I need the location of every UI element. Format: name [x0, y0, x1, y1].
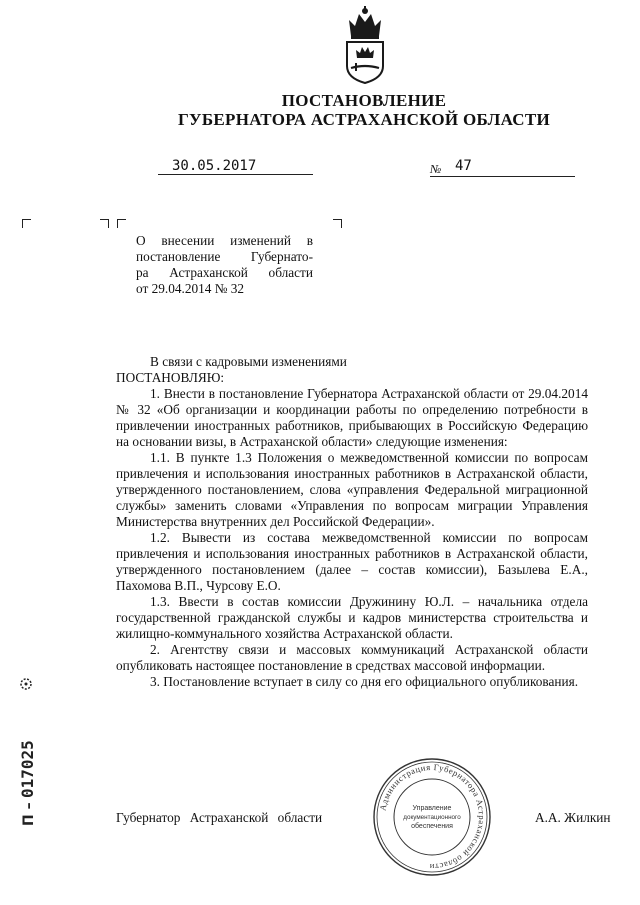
corner-mark-top-right [100, 219, 109, 228]
serial-number: 017025 [18, 740, 37, 798]
paragraph-2: 2. Агентству связи и массовых коммуникаций Астраханской области опубликовать настоящее постановление в средствах массовой информации. [116, 642, 588, 673]
number-label: № [430, 162, 442, 176]
subject-line: от 29.04.2014 № 32 [136, 281, 245, 296]
subject-corner-top-right [333, 219, 342, 228]
stamp-ring-text: Администрация Губернатора Астраханской области [377, 761, 488, 873]
stamp-center-line: документационного [403, 814, 461, 821]
subject-line: О внесении изменений в [136, 233, 313, 248]
stamp-center-line: обеспечения [411, 823, 453, 830]
preamble: В связи с кадровыми изменениями [150, 354, 347, 369]
subject-line: постановление Губернато- [136, 249, 313, 264]
subject-line: ра Астраханской области [136, 265, 313, 280]
serial-prefix: П – [21, 802, 37, 826]
decree-word: ПОСТАНОВЛЯЮ: [116, 370, 225, 385]
document-subject [136, 233, 313, 297]
document-body [116, 354, 588, 690]
paragraph-1: 1. Внести в постановление Губернатора Астраханской области от 29.04.2014 № 32 «Об организации и координации работы по определению потребности в привлечении иностранных работников, прибывающих в Российскую Федерацию на основании визы, в Астраханской области» следующие изменения: [116, 386, 588, 449]
paragraph-1-1: 1.1. В пункте 1.3 Положения о межведомственной комиссии по вопросам привлечения и использования иностранных работников в Астраханской области, утвержденного постановлением, слова «управления Федеральной миграционной службы» заменить словами «Управления по вопросам миграции Управления Министерства внутренних дел Российской Федерации». [116, 450, 588, 529]
paragraph-1-3: 1.3. Ввести в состав комиссии Дружинину Ю.Л. – начальника отдела государственной гражданской службы и кадров министерства строительства и жилищно-коммунального хозяйства Астраханской области. [116, 594, 588, 641]
corner-mark-top-left [22, 219, 31, 228]
official-stamp [371, 756, 493, 878]
date-underline [158, 174, 313, 175]
signatory-name: А.А. Жилкин [535, 810, 611, 825]
number-underline [430, 176, 575, 177]
form-serial-number [4, 676, 44, 826]
stamp-center-line: Управление [412, 805, 452, 812]
rosette-icon [21, 679, 31, 689]
document-issuer: ГУБЕРНАТОРА АСТРАХАНСКОЙ ОБЛАСТИ [177, 110, 551, 129]
paragraph-3: 3. Постановление вступает в силу со дня его официального опубликования. [150, 674, 579, 689]
signatory-position: Губернатор Астраханской области [116, 810, 323, 825]
paragraph-1-2: 1.2. Вывести из состава межведомственной комиссии по вопросам привлечения и использования иностранных работников в Астраханской области, утвержденного постановлением (далее – состав комиссии), Базылева Е.А., Пахомова В.П., Чурсову Е.О. [116, 530, 588, 593]
document-date: 30.05.2017 [172, 158, 257, 174]
document-title: ПОСТАНОВЛЕНИЕ [281, 91, 447, 110]
coat-of-arms-emblem [341, 6, 389, 84]
subject-corner-top-left [117, 219, 126, 228]
document-number: 47 [455, 158, 472, 174]
